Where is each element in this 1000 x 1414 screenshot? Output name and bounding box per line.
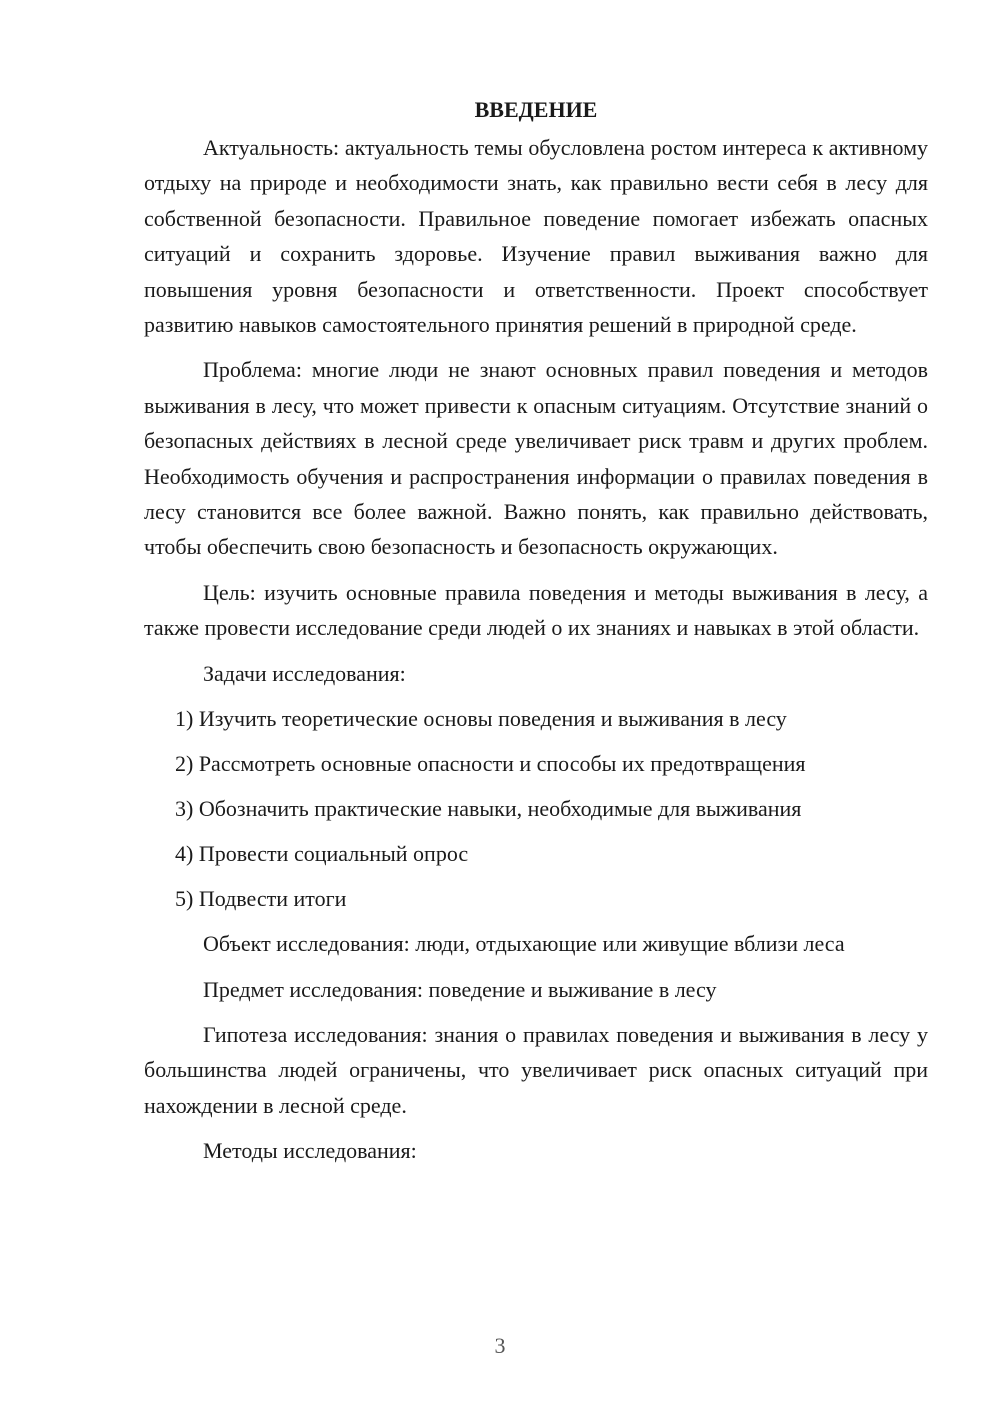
tasks-heading: Задачи исследования:: [203, 660, 406, 686]
page-title: ВВЕДЕНИЕ: [474, 97, 598, 122]
task-item: 2) Рассмотреть основные опасности и способы их предотвращения: [175, 751, 806, 777]
hypothesis-paragraph: Гипотеза исследования: знания о правилах поведения и выживания в лесу у большинства людей ограничены, что увеличивает риск опасных ситуаций при нахождении в лесной среде.: [144, 1021, 928, 1118]
object-line: Объект исследования: люди, отдыхающие или живущие вблизи леса: [203, 931, 845, 957]
tasks-list: [144, 701, 928, 916]
task-item: 3) Обозначить практические навыки, необходимые для выживания: [175, 796, 802, 822]
task-item: 4) Провести социальный опрос: [175, 841, 469, 867]
subject-line: Предмет исследования: поведение и выживание в лесу: [203, 976, 717, 1002]
relevance-paragraph: Актуальность: актуальность темы обусловлена ростом интереса к активному отдыху на природе и необходимости знать, как правильно вести себя в лесу для собственной безопасности. Правильное поведение помогает избежать опасных ситуаций и сохранить здоровье. Изучение правил выживания важно для повышения уровня безопасности и ответственности. Проект способствует развитию навыков самостоятельного принятия решений в природной среде.: [144, 135, 928, 338]
problem-paragraph: Проблема: многие люди не знают основных правил поведения и методов выживания в лесу, что может привести к опасным ситуациям. Отсутствие знаний о безопасных действиях в лесной среде увеличивает риск травм и других проблем. Необходимость обучения и распространения информации о правилах поведения в лесу становится все более важной. Важно понять, как правильно действовать, чтобы обеспечить свою безопасность и безопасность окружающих.: [144, 357, 928, 560]
document-page: [144, 92, 928, 1179]
methods-heading: Методы исследования:: [203, 1138, 417, 1164]
goal-paragraph: Цель: изучить основные правила поведения и методы выживания в лесу, а также провести исследование среди людей о их знаниях и навыках в этой области.: [144, 579, 928, 641]
page-number: 3: [494, 1333, 506, 1358]
task-item: 1) Изучить теоретические основы поведения и выживания в лесу: [175, 706, 787, 732]
task-item: 5) Подвести итоги: [175, 886, 347, 912]
